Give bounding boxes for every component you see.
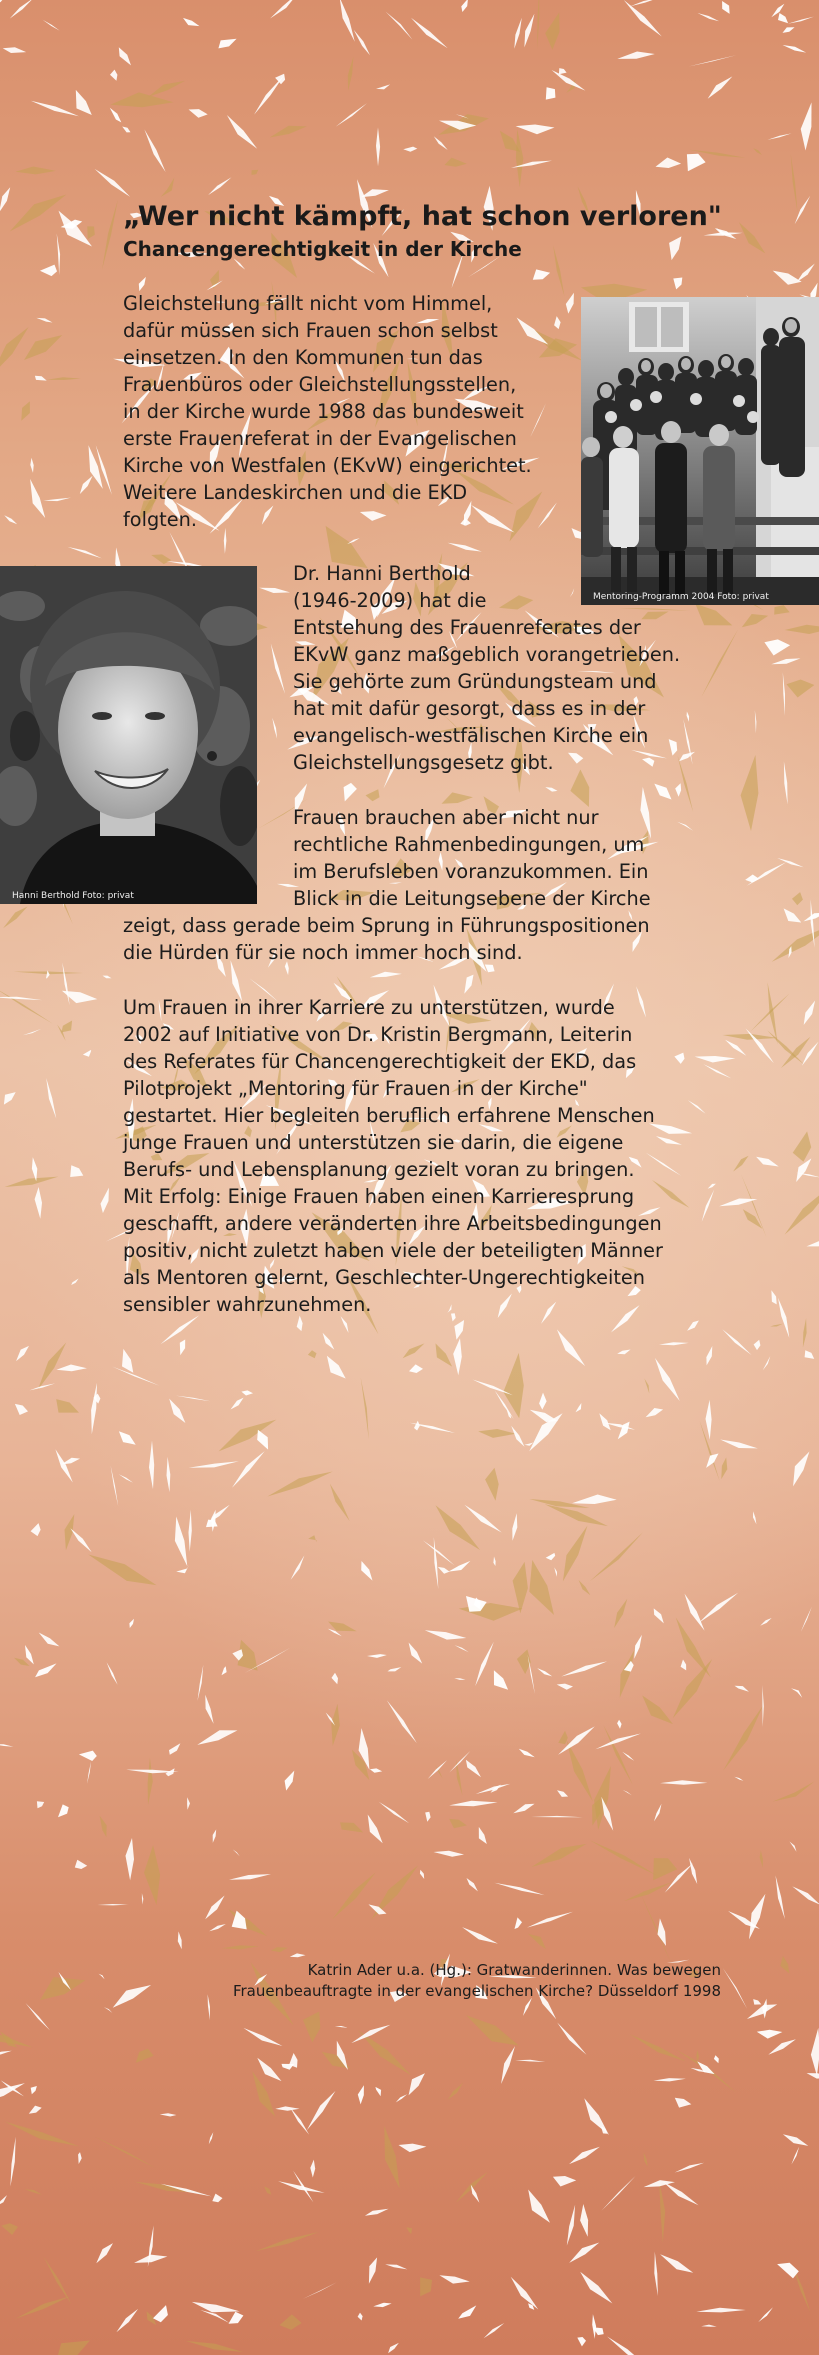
text-line: Frauen brauchen aber nicht nur xyxy=(293,806,599,829)
text-line: Mit Erfolg: Einige Frauen haben einen Karrieresprung xyxy=(123,1185,635,1208)
text-line: einsetzen. In den Kommunen tun das xyxy=(123,346,483,369)
text-line: Blick in die Leitungsebene der Kirche xyxy=(293,887,651,910)
citation-line: Frauenbeauftragte in der evangelischen Kirche? Düsseldorf 1998 xyxy=(232,1982,721,2000)
text-line: Weitere Landeskirchen und die EKD xyxy=(123,481,468,504)
text-line: Dr. Hanni Berthold xyxy=(293,562,471,585)
text-line: EKvW ganz maßgeblich vorangetrieben. xyxy=(293,643,681,666)
text-line: Gleichstellungsgesetz gibt. xyxy=(293,751,554,774)
berthold-paragraph xyxy=(293,560,723,776)
group-photo-caption: Mentoring-Programm 2004 Foto: privat xyxy=(593,592,769,602)
text-line: Gleichstellung fällt nicht vom Himmel, xyxy=(123,292,493,315)
rahmen-paragraph-indented xyxy=(293,804,723,912)
portrait-photo-image xyxy=(0,566,257,904)
text-line: des Referates für Chancengerechtigkeit der EKD, das xyxy=(123,1050,637,1073)
text-line: in der Kirche wurde 1988 das bundesweit xyxy=(123,400,524,423)
text-line: die Hürden für sie noch immer hoch sind. xyxy=(123,941,523,964)
portrait-photo xyxy=(0,566,257,904)
text-line: Pilotprojekt „Mentoring für Frauen in der Kirche" xyxy=(123,1077,588,1100)
text-line: folgten. xyxy=(123,508,197,531)
intro-paragraph xyxy=(123,290,578,533)
text-line: evangelisch-westfälischen Kirche ein xyxy=(293,724,649,747)
source-citation xyxy=(121,1960,721,2002)
text-line: im Berufsleben voranzukommen. Ein xyxy=(293,860,649,883)
text-line: junge Frauen und unterstützen sie darin, die eigene xyxy=(123,1131,624,1154)
text-line: Sie gehörte zum Gründungsteam und xyxy=(293,670,657,693)
group-photo-image xyxy=(581,297,819,605)
text-line: rechtliche Rahmenbedingungen, um xyxy=(293,833,645,856)
mentoring-paragraph xyxy=(123,994,723,1318)
text-line: Entstehung des Frauenreferates der xyxy=(293,616,641,639)
text-line: dafür müssen sich Frauen schon selbst xyxy=(123,319,498,342)
text-line: (1946-2009) hat die xyxy=(293,589,487,612)
text-line: hat mit dafür gesorgt, dass es in der xyxy=(293,697,646,720)
text-line: Frauenbüros oder Gleichstellungsstellen, xyxy=(123,373,517,396)
portrait-caption: Hanni Berthold Foto: privat xyxy=(12,891,134,901)
text-line: Um Frauen in ihrer Karriere zu unterstützen, wurde xyxy=(123,996,615,1019)
text-line: Berufs- und Lebensplanung gezielt voran zu bringen. xyxy=(123,1158,635,1181)
text-line: positiv, nicht zuletzt haben viele der beteiligten Männer xyxy=(123,1239,663,1262)
text-line: 2002 auf Initiative von Dr. Kristin Bergmann, Leiterin xyxy=(123,1023,633,1046)
text-line: gestartet. Hier begleiten beruflich erfahrene Menschen xyxy=(123,1104,655,1127)
page-subtitle: Chancengerechtigkeit in der Kirche xyxy=(123,237,522,261)
citation-line: Katrin Ader u.a. (Hg.): Gratwanderinnen. Was bewegen xyxy=(307,1961,721,1979)
group-photo xyxy=(581,297,819,605)
text-line: als Mentoren gelernt, Geschlechter-Ungerechtigkeiten xyxy=(123,1266,645,1289)
text-line: erste Frauenreferat in der Evangelischen xyxy=(123,427,517,450)
rahmen-paragraph-full xyxy=(123,912,723,966)
text-line: geschafft, andere veränderten ihre Arbeitsbedingungen xyxy=(123,1212,662,1235)
text-line: Kirche von Westfalen (EKvW) eingerichtet. xyxy=(123,454,532,477)
page-title: „Wer nicht kämpft, hat schon verloren" xyxy=(123,201,722,232)
text-line: zeigt, dass gerade beim Sprung in Führungspositionen xyxy=(123,914,650,937)
text-line: sensibler wahrzunehmen. xyxy=(123,1293,372,1316)
